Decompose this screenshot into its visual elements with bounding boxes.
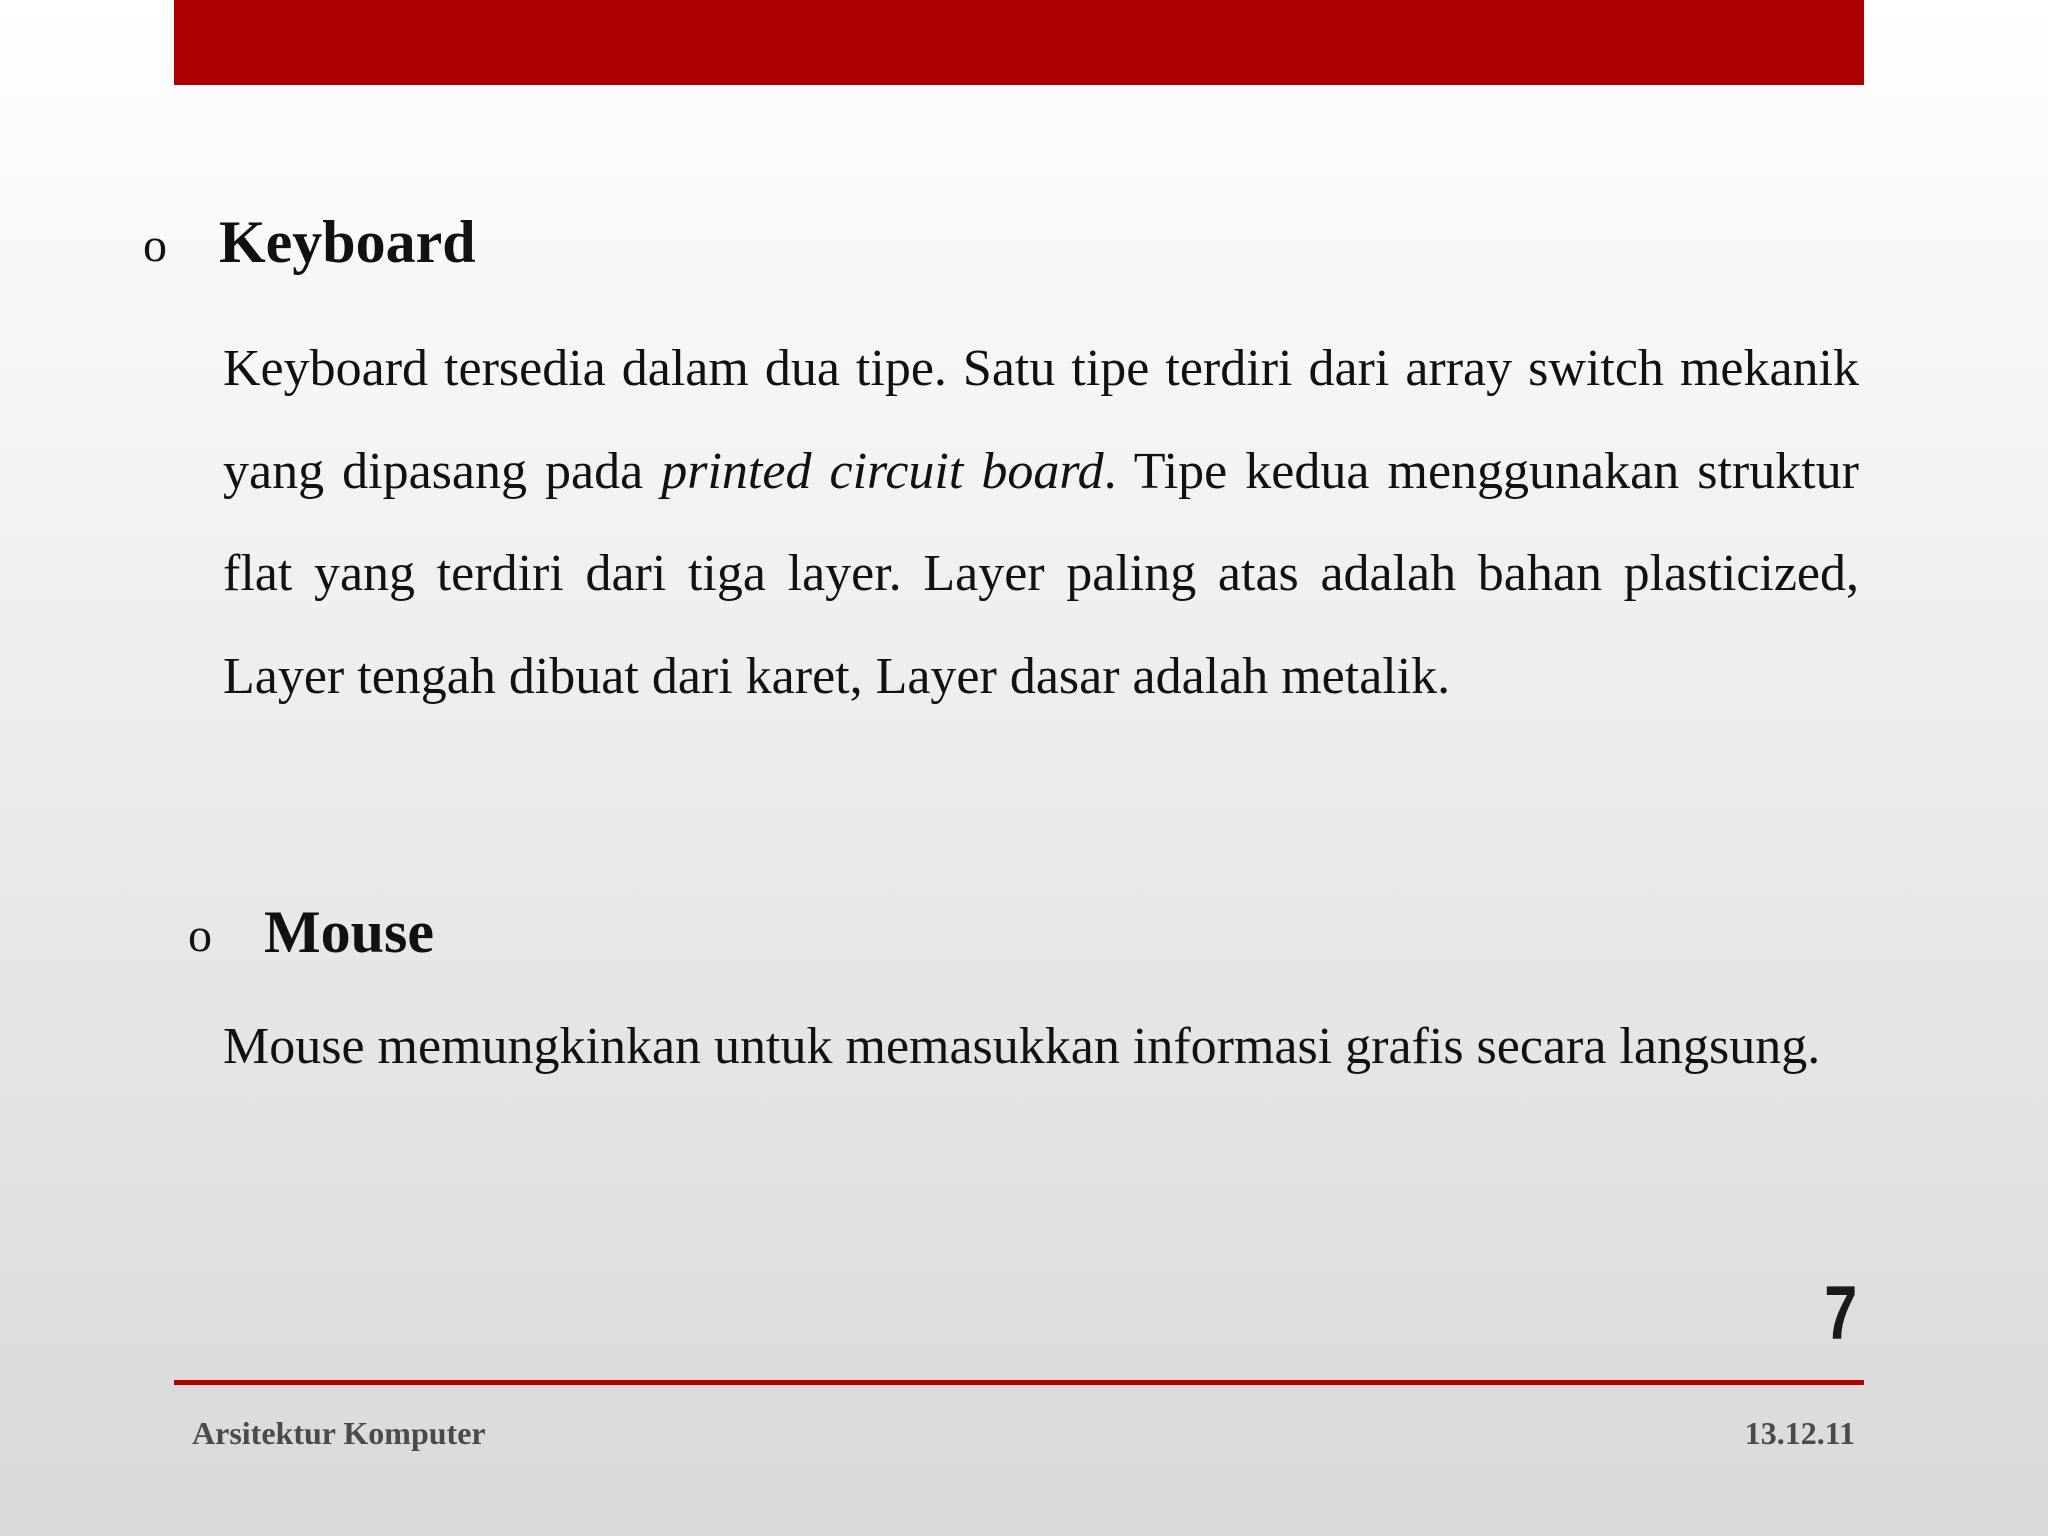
footer-title: Arsitektur Komputer [192,1415,486,1451]
heading-keyboard: Keyboard [219,209,476,275]
footer-date: 13.12.11 [1744,1415,1855,1451]
paragraph-keyboard-part-3: . Tipe kedua menggunakan struktur flat yang terdiri dari tiga layer. Layer paling atas adalah bahan plasticized, Layer tengah dibuat dari karet, Layer dasar adalah metalik. [223,442,1860,705]
bullet-keyboard: o [143,219,167,272]
heading-mouse: Mouse [264,899,434,965]
bullet-mouse: o [188,909,212,962]
paragraph-keyboard-part-1: Keyboard tersedia dalam dua tipe. Satu tipe terdiri dari array switch mekanik yang dipasang pada [223,340,1859,500]
footer-divider [174,1380,1864,1385]
paragraph-keyboard-italic: printed circuit board [661,442,1104,500]
page-number: 7 [1824,1271,1857,1356]
paragraph-mouse: Mouse memungkinkan untuk memasukkan informasi grafis secara langsung. [223,1018,1821,1075]
header-bar [174,0,1864,85]
paragraph-keyboard [223,318,1859,728]
